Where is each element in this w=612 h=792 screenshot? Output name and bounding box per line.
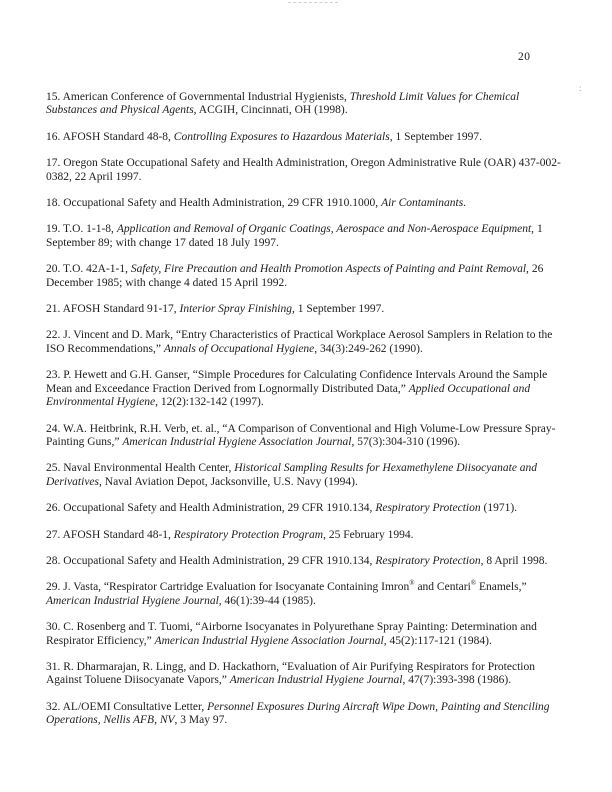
reference-text-segment: 20. T.O. 42A-1-1, <box>46 263 131 276</box>
registered-trademark-symbol: ® <box>409 579 415 588</box>
reference-item <box>46 462 570 489</box>
reference-item <box>46 529 570 542</box>
reference-text-segment: , 57(3):304-310 (1996). <box>351 435 461 448</box>
reference-text-segment: 29. J. Vasta, “Respirator Cartridge Evaluation for Isocyanate Containing Imron <box>46 581 410 594</box>
reference-text-segment: American Industrial Hygiene Association Journal <box>154 634 384 647</box>
reference-text-segment: , 47(7):393-398 (1986). <box>402 674 512 687</box>
reference-text-segment: , 25 February 1994. <box>323 528 414 541</box>
reference-text-segment: American Industrial Hygiene Journal <box>229 674 403 687</box>
reference-text-segment: Application and Removal of Organic Coatings, Aerospace and Non-Aerospace Equipment, <box>116 223 535 236</box>
margin-artifact: : <box>579 83 582 93</box>
reference-item <box>46 555 570 568</box>
page-number: 20 <box>518 51 531 63</box>
reference-text-segment: , 8 April 1998. <box>480 554 548 567</box>
reference-text-segment: Personnel Exposures During Aircraft Wipe Down, Painting and Stenciling Operations, Nellis AFB, NV <box>46 700 550 727</box>
reference-text-segment: Respiratory Protection <box>375 502 481 515</box>
reference-item <box>46 329 570 356</box>
reference-text-segment: Annals of Occupational Hygiene <box>163 342 315 355</box>
reference-text-segment: , 3 May 97. <box>174 714 228 727</box>
reference-item <box>46 502 570 515</box>
reference-text-segment: , Naval Aviation Depot, Jacksonville, U.S. Navy (1994). <box>99 475 358 488</box>
reference-item <box>46 197 570 210</box>
reference-text-segment: 1 September 89; with change 17 dated 18 July 1997. <box>46 223 543 249</box>
reference-text-segment: 22. J. Vincent and D. Mark, “Entry Characteristics of Practical Workplace Aerosol Samplers in Relation to the ISO Recommendations,” <box>46 329 553 355</box>
reference-text-segment: Respiratory Protection Program <box>173 528 324 541</box>
reference-text-segment: 28. Occupational Safety and Health Administration, 29 CFR 1910.134, <box>46 554 376 567</box>
reference-text-segment: Respiratory Protection <box>375 554 481 567</box>
reference-text-segment: 16. AFOSH Standard 48-8, <box>46 130 174 143</box>
reference-text-segment: 25. Naval Environmental Health Center, <box>46 462 235 475</box>
reference-text-segment: 21. AFOSH Standard 91-17, <box>46 303 180 316</box>
reference-item <box>46 263 570 290</box>
registered-trademark-symbol: ® <box>470 579 477 588</box>
reference-item <box>46 701 570 728</box>
reference-list <box>46 91 570 741</box>
reference-text-segment: 30. C. Rosenberg and T. Tuomi, “Airborne Isocyanates in Polyurethane Spray Painting: Determination and Respirator Efficiency,” <box>46 621 537 647</box>
reference-text-segment: 24. W.A. Heitbrink, R.H. Verb, et. al., “A Comparison of Conventional and High Volume-Low Pressure Spray-Painting Guns,” <box>46 422 556 448</box>
reference-text-segment: , 46(1):39-44 (1985). <box>218 594 316 607</box>
reference-item <box>46 661 570 688</box>
reference-text-segment: Air Contaminants <box>381 197 464 210</box>
reference-text-segment: , 45(2):117-121 (1984). <box>383 634 492 647</box>
scan-artifact-top <box>288 2 338 3</box>
reference-item <box>46 157 570 184</box>
reference-text-segment: 17. Oregon State Occupational Safety and Health Administration, Oregon Administrative Rule (OAR) 437-002-0382, 22 April 1997. <box>46 157 561 183</box>
reference-item <box>46 369 570 409</box>
reference-text-segment: Interior Spray Finishing <box>179 303 292 316</box>
reference-text-segment: American Industrial Hygiene Journal <box>46 594 219 607</box>
reference-item <box>46 303 570 316</box>
reference-text-segment: . <box>463 197 467 210</box>
reference-item <box>46 423 570 450</box>
reference-text-segment: , 1 September 1997. <box>389 130 483 143</box>
reference-text-segment: , 34(3):249-262 (1990). <box>314 342 423 355</box>
reference-text-segment: , 12(2):132-142 (1997). <box>155 396 264 409</box>
reference-text-segment: Controlling Exposures to Hazardous Materials <box>173 130 390 143</box>
reference-text-segment: Safety, Fire Precaution and Health Promotion Aspects of Painting and Paint Removal, <box>130 263 529 276</box>
reference-item <box>46 131 570 144</box>
reference-text-segment: (1971). <box>480 502 518 515</box>
reference-text-segment: 23. P. Hewett and G.H. Ganser, “Simple Procedures for Calculating Confidence Intervals Around the Sample Mean and Exceedance Fraction Derived from Lognormally Distributed Data,” <box>46 369 548 395</box>
reference-text-segment: 15. American Conference of Governmental Industrial Hygienists, <box>46 91 350 103</box>
reference-text-segment: 26. Occupational Safety and Health Administration, 29 CFR 1910.134, <box>46 502 376 515</box>
reference-text-segment: 27. AFOSH Standard 48-1, <box>46 528 174 541</box>
reference-text-segment: Applied Occupational and Environmental Hygiene <box>46 382 531 409</box>
reference-text-segment: 19. T.O. 1-1-8, <box>46 223 117 236</box>
reference-text-segment: , ACGIH, Cincinnati, OH (1998). <box>193 104 348 117</box>
reference-text-segment: 32. AL/OEMI Consultative Letter, <box>46 700 208 713</box>
reference-text-segment: Enamels,” <box>476 581 527 594</box>
reference-text-segment: 26 December 1985; with change 4 dated 15 April 1992. <box>46 263 544 289</box>
reference-text-segment: 18. Occupational Safety and Health Administration, 29 CFR 1910.1000, <box>46 197 382 210</box>
reference-text-segment: Historical Sampling Results for Hexamethylene Diisocyanate and Derivatives <box>46 462 538 488</box>
reference-item <box>46 91 570 118</box>
reference-text-segment: , 1 September 1997. <box>291 303 385 316</box>
reference-item <box>46 621 570 648</box>
reference-text-segment: Threshold Limit Values for Chemical Substances and Physical Agents <box>46 91 520 117</box>
reference-text-segment: 31. R. Dharmarajan, R. Lingg, and D. Hackathorn, “Evaluation of Air Purifying Respirators for Protection Against Toluene Diisocyanate Vapors,” <box>46 660 535 687</box>
reference-text-segment: and Centari <box>414 581 471 594</box>
reference-item <box>46 581 570 608</box>
reference-text-segment: American Industrial Hygiene Association Journal <box>122 435 352 448</box>
reference-item <box>46 223 570 250</box>
